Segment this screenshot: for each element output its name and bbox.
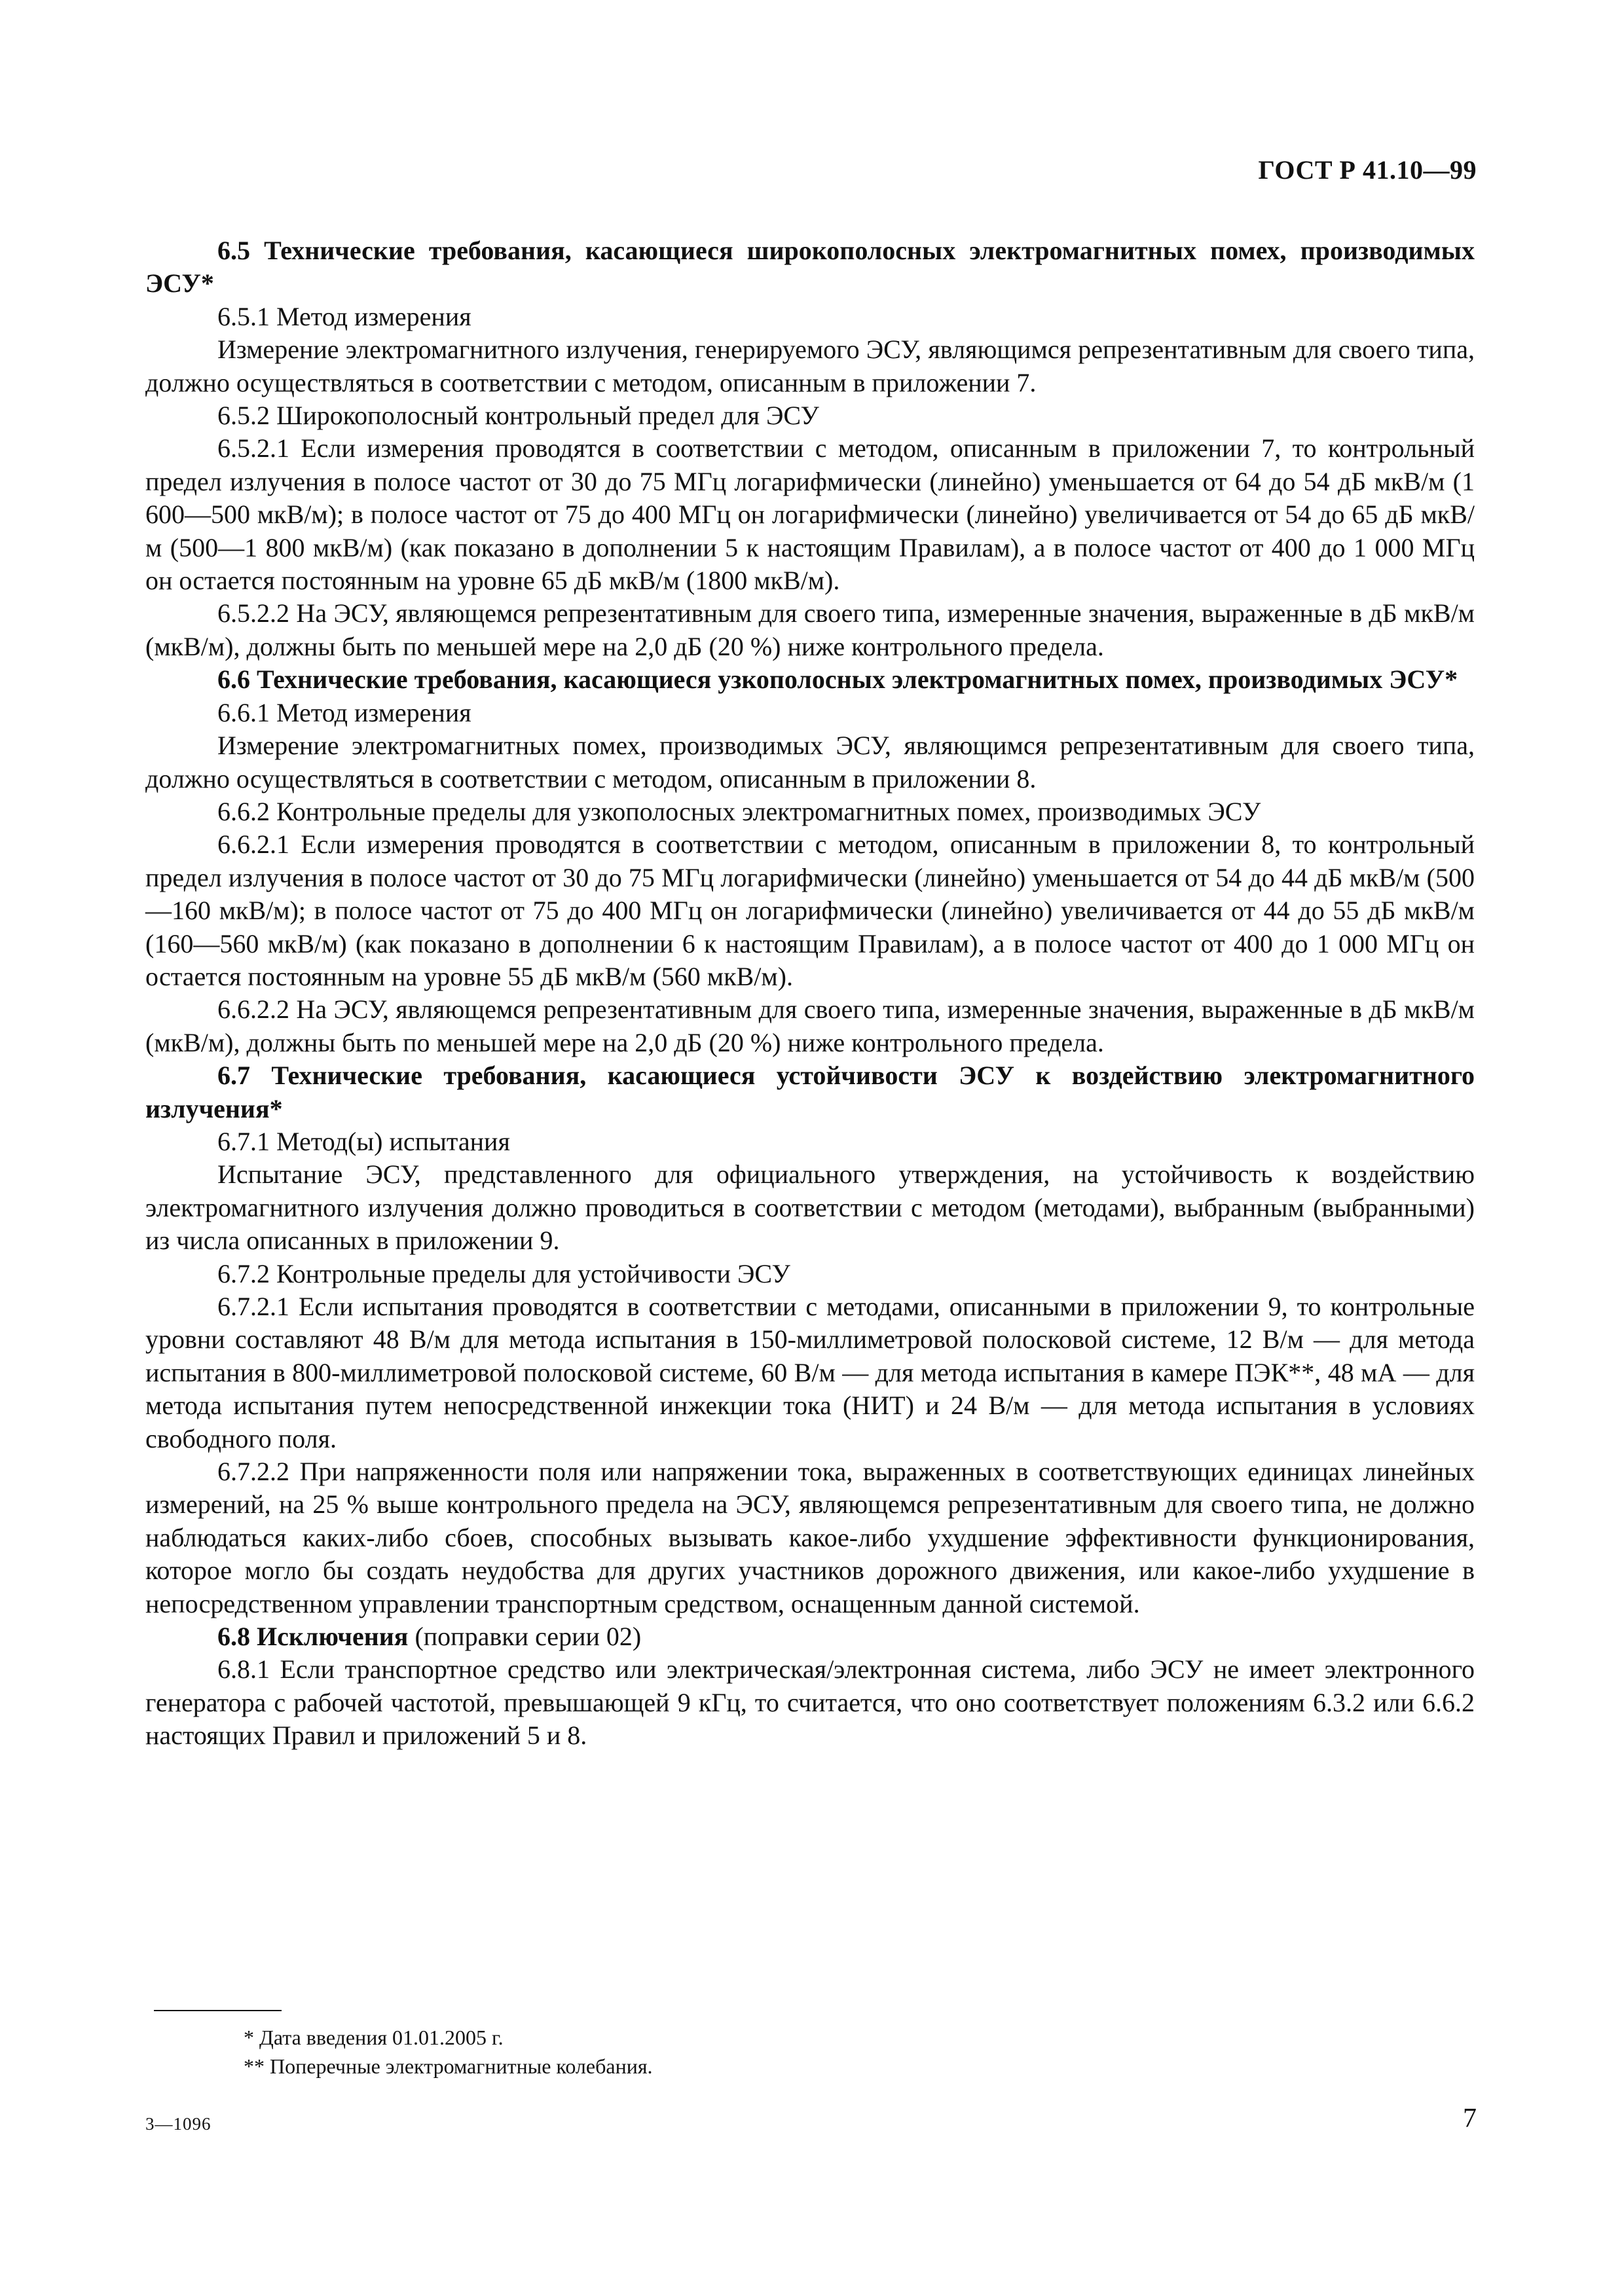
paragraph-6-5-2-1: 6.5.2.1 Если измерения проводятся в соответствии с методом, описанным в приложении 7, то контрольный предел излучения в полосе частот от 30 до 75 МГц логарифмически (линейно) уменьшается от 64 до 54 дБ мкВ/м (1 600—500 мкВ/м); в полосе частот от 75 до 400 МГц он логарифмически (линейно) увеличивается от 54 до 65 дБ мкВ/м (500—1 800 мкВ/м) (как показано в дополнении 5 к настоящим Правилам), а в полосе частот от 400 до 1 000 МГц он остается постоянным на уровне 65 дБ мкВ/м (1800 мкВ/м). xyxy=(145,433,1475,596)
paragraph-6-6-2-2: 6.6.2.2 На ЭСУ, являющемся репрезентативным для своего типа, измеренные значения, выраженные в дБ мкВ/м (мкВ/м), должны быть по меньшей мере на 2,0 дБ (20 %) ниже контрольного предела. xyxy=(145,994,1475,1057)
paragraph-6-5-1: 6.5.1 Метод измерения xyxy=(217,301,471,331)
paragraph-6-8-1: 6.8.1 Если транспортное средство или электрическая/электронная система, либо ЭСУ не имеет электронного генератора с рабочей частотой, превышающей 9 кГц, то считается, что оно соответствует положениям 6.3.2 или 6.6.2 настоящих Правил и приложений 5 и 8. xyxy=(145,1654,1475,1751)
section-6-8-heading xyxy=(145,1620,1475,1653)
page-number: 7 xyxy=(1463,2104,1477,2134)
document-body xyxy=(145,234,1475,1753)
paragraph-6-6-2: 6.6.2 Контрольные пределы для узкополосных электромагнитных помех, производимых ЭСУ xyxy=(217,796,1261,826)
paragraph-6-5-1-text: Измерение электромагнитного излучения, генерируемого ЭСУ, являющимся репрезентативным для своего типа, должно осуществляться в соответствии с методом, описанным в приложении 7. xyxy=(145,335,1475,397)
paragraph-6-6-1-text: Измерение электромагнитных помех, производимых ЭСУ, являющимся репрезентативным для своего типа, должно осуществляться в соответствии с методом, описанным в приложении 8. xyxy=(145,731,1475,793)
paragraph-6-7-1-text: Испытание ЭСУ, представленного для официального утверждения, на устойчивость к воздействию электромагнитного излучения должно проводиться в соответствии с методом (методами), выбранным (выбранными) из числа описанных в приложении 9. xyxy=(145,1159,1475,1256)
section-6-8-title: 6.8 Исключения xyxy=(217,1622,409,1652)
standard-code: ГОСТ Р 41.10—99 xyxy=(1258,155,1477,185)
section-6-6-heading: 6.6 Технические требования, касающиеся узкополосных электромагнитных помех, производимых ЭСУ* xyxy=(217,665,1458,695)
footnote-2: ** Поперечные электромагнитные колебания. xyxy=(244,2054,653,2078)
footnote-1: * Дата введения 01.01.2005 г. xyxy=(244,2026,504,2049)
paragraph-6-6-2-1: 6.6.2.1 Если измерения проводятся в соответствии с методом, описанным в приложении 8, то контрольный предел излучения в полосе частот от 30 до 75 МГц логарифмически (линейно) уменьшается от 54 до 44 дБ мкВ/м (500—160 мкВ/м); в полосе частот от 75 до 400 МГц он логарифмически (линейно) увеличивается от 44 до 55 дБ мкВ/м (160—560 мкВ/м) (как показано в дополнении 6 к настоящим Правилам), а в полосе частот от 400 до 1 000 МГц он остается постоянным на уровне 55 дБ мкВ/м (560 мкВ/м). xyxy=(145,829,1475,991)
section-6-8-note: (поправки серии 02) xyxy=(408,1622,642,1652)
paragraph-6-7-2: 6.7.2 Контрольные пределы для устойчивости ЭСУ xyxy=(217,1258,790,1288)
paragraph-6-5-2: 6.5.2 Широкополосный контрольный предел для ЭСУ xyxy=(217,401,819,431)
paragraph-6-6-1: 6.6.1 Метод измерения xyxy=(217,697,471,727)
section-6-7-heading: 6.7 Технические требования, касающиеся устойчивости ЭСУ к воздействию электромагнитного излучения* xyxy=(145,1061,1475,1123)
paragraph-6-5-2-2: 6.5.2.2 На ЭСУ, являющемся репрезентативным для своего типа, измеренные значения, выраженные в дБ мкВ/м (мкВ/м), должны быть по меньшей мере на 2,0 дБ (20 %) ниже контрольного предела. xyxy=(145,598,1475,661)
paragraph-6-7-2-1: 6.7.2.1 Если испытания проводятся в соответствии с методами, описанными в приложении 9, то контрольные уровни составляют 48 В/м для метода испытания в 150-миллиметровой полосковой системе, 12 В/м — для метода испытания в 800-миллиметровой полосковой системе, 60 В/м — для метода испытания в камере ПЭК**, 48 мА — для метода испытания путем непосредственной инжекции тока (НИТ) и 24 В/м — для метода испытания в условиях свободного поля. xyxy=(145,1292,1475,1453)
section-6-5-heading: 6.5 Технические требования, касающиеся широкополосных электромагнитных помех, производимых ЭСУ* xyxy=(145,236,1475,299)
paragraph-6-7-2-2: 6.7.2.2 При напряженности поля или напряжении тока, выраженных в соответствующих единицах линейных измерений, на 25 % выше контрольного предела на ЭСУ, являющемся репрезентативным для своего типа, не должно наблюдаться каких-либо сбоев, способных вызывать какое-либо ухудшение эффективности функционирования, которое могло бы создать неудобства для других участников дорожного движения, или какое-либо ухудшение в непосредственном управлении транспортным средством, оснащенным данной системой. xyxy=(145,1457,1475,1618)
print-order-code: 3—1096 xyxy=(145,2114,212,2134)
paragraph-6-7-1: 6.7.1 Метод(ы) испытания xyxy=(217,1126,510,1156)
footnote-divider xyxy=(154,2010,282,2011)
footnotes xyxy=(145,2023,1475,2081)
